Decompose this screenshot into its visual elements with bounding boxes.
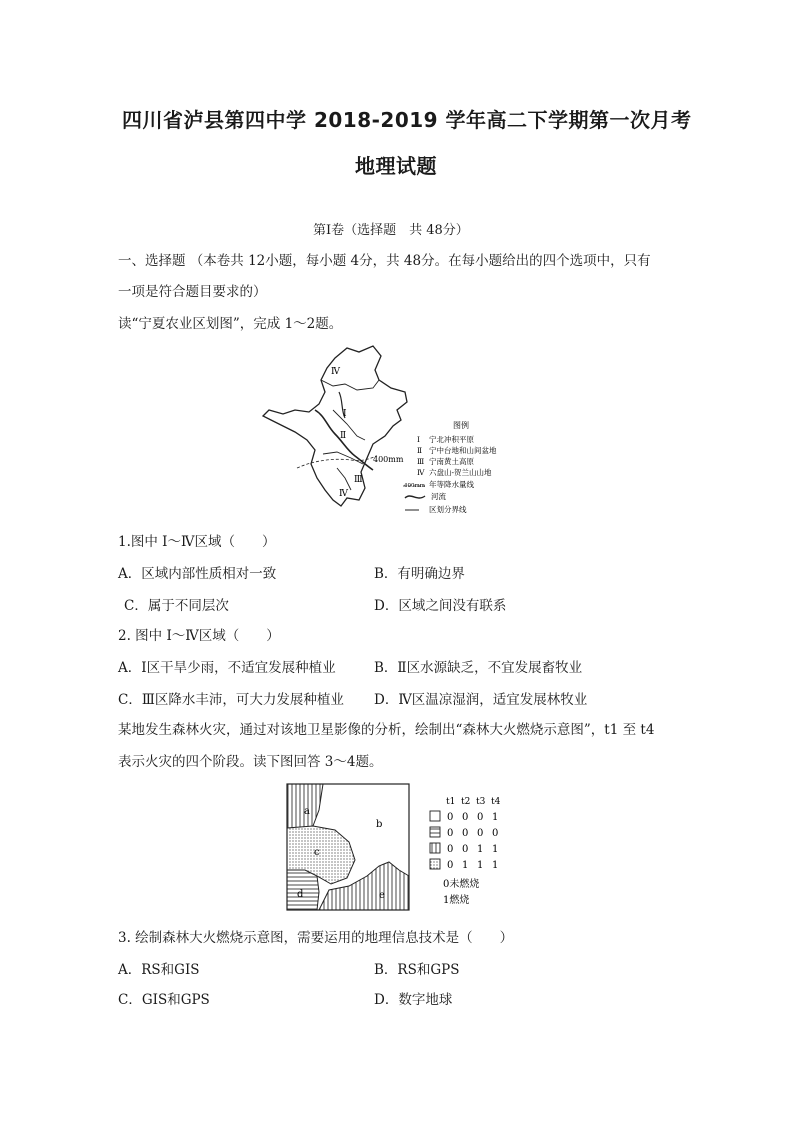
fire-intro-line1: 某地发生森林火灾，通过对该地卫星影像的分析，绘制出“森林大火燃烧示意图”，t1 至 t4 xyxy=(118,722,655,738)
status-value: 1 xyxy=(492,860,499,871)
status-value: 1 xyxy=(492,844,499,855)
legend-symbol: Ⅱ xyxy=(417,446,423,455)
map-read-prompt: 读“宁夏农业区划图”，完成 1～2题。 xyxy=(118,316,343,332)
question-3-option-b: B．RS和GPS xyxy=(374,962,460,978)
time-header: t1 xyxy=(446,797,456,807)
status-value: 0 xyxy=(462,844,469,855)
forest-fire-diagram xyxy=(283,780,513,916)
status-value: 1 xyxy=(462,860,469,871)
question-2-option-d: D．Ⅳ区温凉湿润，适宜发展林牧业 xyxy=(374,692,588,708)
legend-river-text: 河流 xyxy=(431,492,446,501)
legend-swatch-dotted xyxy=(430,859,440,869)
status-value: 0 xyxy=(462,812,469,823)
map-region-label: Ⅳ xyxy=(339,489,348,499)
map-isoline-label: 400mm xyxy=(373,455,404,464)
legend-symbol: Ⅲ xyxy=(417,457,425,466)
fire-area-label: c xyxy=(314,847,320,858)
status-value: 0 xyxy=(492,828,499,839)
map-region-label: Ⅳ xyxy=(331,367,340,377)
legend-title: 图例 xyxy=(453,421,469,430)
map-region-label: Ⅰ xyxy=(343,409,347,419)
status-value: 0 xyxy=(477,828,484,839)
legend-symbol: Ⅳ xyxy=(417,468,425,477)
legend-swatch-blank xyxy=(430,811,440,821)
status-value: 0 xyxy=(447,844,454,855)
status-value: 0 xyxy=(462,828,469,839)
legend-text: 宁中台地和山间盆地 xyxy=(429,446,497,455)
legend-isoline-text: 年等降水量线 xyxy=(429,480,474,489)
legend-note-unburned: 0未燃烧 xyxy=(443,879,480,890)
section-instructions-line1: 一、选择题 （本卷共 12小题，每小题 4分，共 48分。在每小题给出的四个选项中，只有 xyxy=(118,253,651,269)
status-value: 0 xyxy=(447,860,454,871)
map-region-label: Ⅲ xyxy=(354,475,363,485)
legend-text: 宁北冲积平原 xyxy=(429,435,474,444)
legend-note-burned: 1燃烧 xyxy=(443,895,470,906)
fire-area-label: d xyxy=(297,889,304,900)
question-3-option-a: A．RS和GIS xyxy=(118,962,200,978)
question-1-option-c: C．属于不同层次 xyxy=(124,598,229,614)
status-value: 0 xyxy=(447,828,454,839)
volume-title: 第Ⅰ卷（选择题 共 48分） xyxy=(313,223,469,238)
question-1-stem: 1.图中 Ⅰ～Ⅳ区域（ ） xyxy=(118,534,276,550)
question-1-option-d: D．区域之间没有联系 xyxy=(374,598,507,614)
fire-area-label: e xyxy=(379,890,385,901)
fire-area-label: b xyxy=(376,819,383,830)
document-title-line1: 四川省泸县第四中学 2018-2019 学年高二下学期第一次月考 xyxy=(122,108,692,132)
legend-isoline-symbol: 400mm xyxy=(404,483,425,489)
status-value: 1 xyxy=(477,860,484,871)
legend-swatch-horizontal xyxy=(430,827,440,837)
legend-symbol: Ⅰ xyxy=(417,435,420,444)
map-region-label: Ⅱ xyxy=(340,431,347,441)
status-value: 0 xyxy=(477,812,484,823)
legend-boundary-text: 区划分界线 xyxy=(429,505,467,514)
question-1-option-b: B．有明确边界 xyxy=(374,566,465,582)
status-value: 1 xyxy=(477,844,484,855)
question-3-option-c: C．GIS和GPS xyxy=(118,992,210,1008)
time-header: t2 xyxy=(461,797,471,807)
question-3-stem: 3. 绘制森林大火燃烧示意图，需要运用的地理信息技术是（ ） xyxy=(118,930,514,946)
status-value: 0 xyxy=(447,812,454,823)
time-header: t4 xyxy=(491,797,501,807)
legend-text: 六盘山-贺兰山山地 xyxy=(429,468,492,477)
question-2-option-a: A．Ⅰ区干旱少雨，不适宜发展种植业 xyxy=(118,660,336,676)
time-header: t3 xyxy=(476,797,486,807)
legend-swatch-vertical xyxy=(430,843,440,853)
question-2-option-c: C．Ⅲ区降水丰沛，可大力发展种植业 xyxy=(118,692,344,708)
document-title-line2: 地理试题 xyxy=(355,154,437,178)
fire-area-label: a xyxy=(304,806,310,817)
ningxia-agriculture-map xyxy=(255,340,515,520)
question-3-option-d: D．数字地球 xyxy=(374,992,453,1008)
question-2-option-b: B．Ⅱ区水源缺乏，不宜发展畜牧业 xyxy=(374,660,583,676)
question-1-option-a: A．区域内部性质相对一致 xyxy=(118,566,277,582)
section-instructions-line2: 一项是符合题目要求的） xyxy=(118,284,267,300)
legend-text: 宁南黄土高原 xyxy=(429,457,474,466)
status-value: 1 xyxy=(492,812,499,823)
fire-intro-line2: 表示火灾的四个阶段。读下图回答 3～4题。 xyxy=(118,754,383,770)
question-2-stem: 2. 图中 Ⅰ～Ⅳ区域（ ） xyxy=(118,628,280,644)
